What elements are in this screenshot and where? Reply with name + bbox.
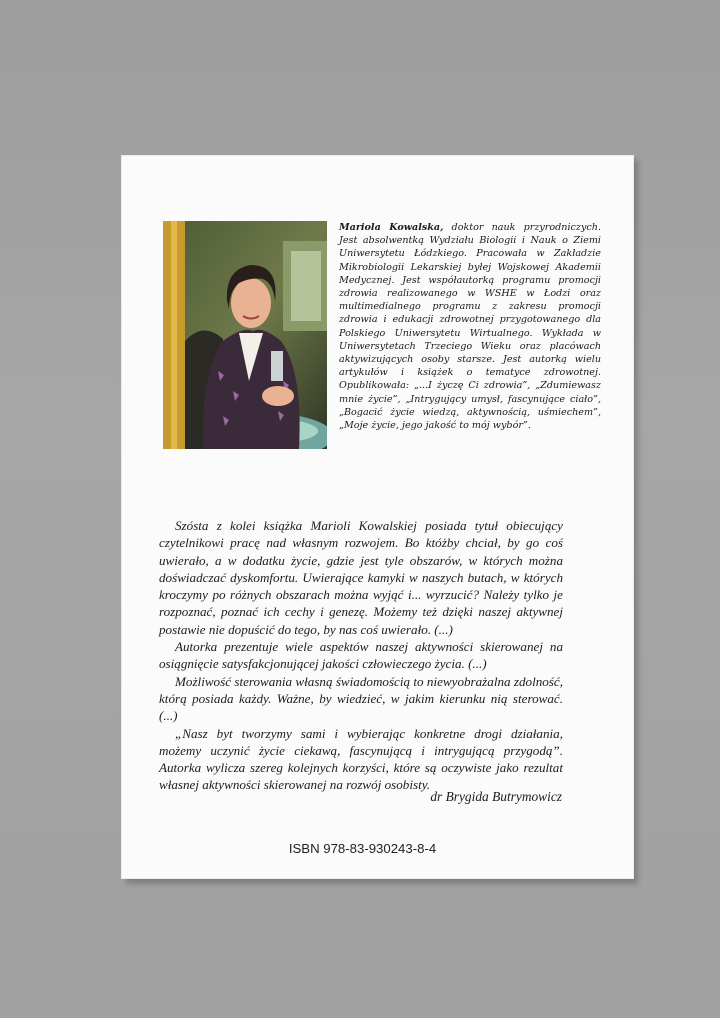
author-name: Mariola Kowalska, xyxy=(339,222,444,233)
portrait-photo-icon xyxy=(163,221,327,449)
description-paragraph: „Nasz byt tworzymy sami i wybierając konkretne drogi działania, możemy uczynić życie ciekawą, fascynującą i intrygującą przygodą”. Autorka wylicza szereg kolejnych korzyści, które są oczywiste jako rezultat własnej aktywności skierowanej na rozwój osobisty. xyxy=(159,725,563,793)
back-cover-page xyxy=(121,155,634,879)
isbn-number: ISBN 978-83-930243-8-4 xyxy=(288,841,437,856)
review-signature: dr Brygida Butrymowicz xyxy=(430,789,562,804)
author-bio-text: doktor nauk przyrodniczych. Jest absolwentką Wydziału Biologii i Nauk o Ziemi Uniwersytetu Łódzkiego. Pracowała w Zakładzie Mikrobiologii Lekarskiej byłej Wojskowej Akademii Medycznej. Jest współautorką programu promocji zdrowia realizowanego w WSHE w Łodzi oraz multimedialnego programu z zakresu promocji zdrowia i edukacji zdrowotnej przygotowanego dla Polskiego Uniwersytetu Wirtualnego. Wykłada w Uniwersytetach Trzeciego Wieku oraz placówach aktywizujących osoby starsze. Jest autorką wielu artykułów i książek o tematyce zdrowotnej. Opublikowała: „...I życzę Ci zdrowia”, „Zdumiewasz mnie życie”, „Intrygujący umysł, fascynujące ciało”, „Bogacić życie wiedzą, aktywnością, uśmiechem”, „Moje życie, jego jakość to mój wybór”. xyxy=(339,222,602,432)
author-bio xyxy=(339,221,601,432)
description-paragraph: Autorka prezentuje wiele aspektów naszej aktywności skierowanej na osiągnięcie satysfakcjonującej jakości człowieczego życia. (...) xyxy=(159,639,563,672)
book-description xyxy=(159,517,563,794)
description-paragraph: Szósta z kolei książka Marioli Kowalskiej posiada tytuł obiecujący czytelnikowi pracę nad własnym rozwojem. Bo któżby chciał, by go coś uwierało, a w dodatku życie, gdzie jest tyle obszarów, w których można doświadczać dyskomfortu. Uwierające kamyki w naszych butach, w których kroczymy po różnych obszarach można wyjąć i... wyrzucić? Należy tylko je rozpoznać, poznać ich cechy i genezę. Możemy też dzięki naszej aktywnej postawie nie dopuścić do tego, by nas coś uwierało. (...) xyxy=(159,518,563,637)
description-paragraph: Możliwość sterowania własną świadomością to niewyobrażalna zdolność, którą posiada każdy. Ważne, by wiedzieć, w jakim kierunku nią sterować. (...) xyxy=(159,673,563,724)
author-photo xyxy=(163,221,327,449)
